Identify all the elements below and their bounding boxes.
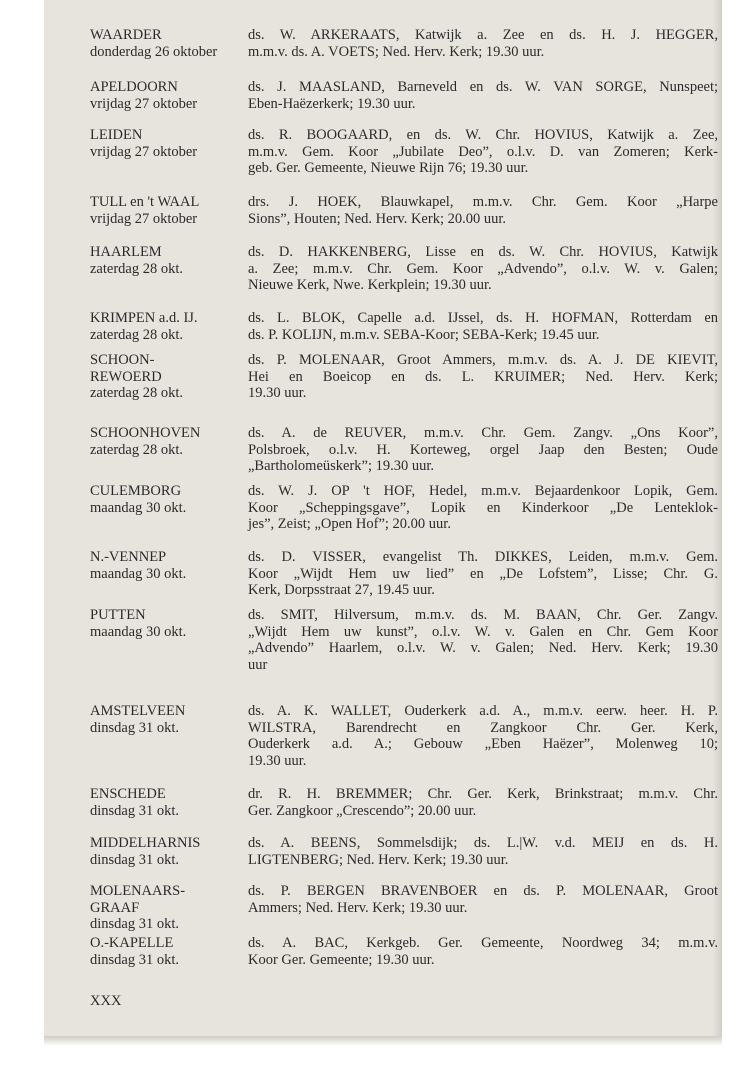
entry-place-date [90, 883, 250, 933]
entry-place-date [90, 194, 250, 227]
place-line: MOLENAARS- [90, 883, 186, 899]
description-line: geb. Ger. Gemeente, Nieuwe Rijn 76; 19.30 uur. [248, 160, 529, 176]
description-line: Ouderkerk a.d. A.; Gebouw „Eben Haëzer”, Molenweg 10; [248, 736, 718, 752]
description-line: ds. P. KOLIJN, m.m.v. SEBA-Koor; SEBA-Kerk; 19.45 uur. [248, 326, 600, 343]
place-line: vrijdag 27 oktober [90, 210, 198, 227]
entry-description [248, 194, 718, 227]
description-line: Sions”, Houten; Ned. Herv. Kerk; 20.00 uur. [248, 210, 507, 227]
entry-description [248, 549, 718, 599]
description-line: ds. SMIT, Hilversum, m.m.v. ds. M. BAAN, Chr. Ger. Zangv. [248, 607, 718, 623]
description-line: 19.30 uur. [248, 385, 307, 401]
entry-place-date [90, 786, 250, 819]
entry-description [248, 607, 718, 673]
description-line: „Advendo” Haarlem, o.l.v. W. v. Galen; Ned. Herv. Kerk; 19.30 [248, 640, 718, 656]
place-line: zaterdag 28 okt. [90, 260, 184, 277]
description-line: ds. D. VISSER, evangelist Th. DIKKES, Leiden, m.m.v. Gem. [248, 549, 718, 565]
page-bottom-shadow [44, 1036, 722, 1046]
place-line: N.-VENNEP [90, 549, 167, 565]
description-line: ds. D. HAKKENBERG, Lisse en ds. W. Chr. HOVIUS, Katwijk [248, 244, 718, 260]
entry-description [248, 483, 718, 533]
place-line: SCHOONHOVEN [90, 425, 201, 441]
description-line: m.m.v. Gem. Koor „Jubilate Deo”, o.l.v. D. van Zomeren; Kerk- [248, 143, 718, 160]
place-line: vrijdag 27 oktober [90, 143, 198, 160]
description-line: ds. W. ARKERAATS, Katwijk a. Zee en ds. H. J. HEGGER, [248, 27, 718, 43]
page-number: XXX [90, 993, 122, 1009]
description-line: ds. P. BERGEN BRAVENBOER en ds. P. MOLENAAR, Groot [248, 883, 718, 899]
description-line: ds. A. BEENS, Sommelsdijk; ds. L.|W. v.d. MEIJ en ds. H. [248, 835, 718, 851]
place-line: LEIDEN [90, 127, 143, 143]
description-line: ds. J. MAASLAND, Barneveld en ds. W. VAN SORGE, Nunspeet; [248, 79, 718, 95]
place-line: maandag 30 okt. [90, 499, 187, 516]
place-line: vrijdag 27 oktober [90, 95, 198, 112]
place-line: WAARDER [90, 27, 162, 43]
place-line: dinsdag 31 okt. [90, 802, 180, 819]
description-line: Koor „Scheppingsgave”, Lopik en Kinderkoor „De Lenteklok- [248, 499, 718, 516]
description-line: 19.30 uur. [248, 752, 307, 769]
place-line: O.-KAPELLE [90, 935, 174, 951]
place-line: donderdag 26 oktober [90, 43, 218, 60]
place-line: zaterdag 28 okt. [90, 326, 184, 343]
entry-description [248, 935, 718, 968]
entry-place-date [90, 27, 250, 60]
entry-place-date [90, 79, 250, 112]
description-line: „Bartholomeüskerk”; 19.30 uur. [248, 458, 435, 474]
entry-place-date [90, 310, 250, 343]
entry-place-date [90, 244, 250, 277]
place-line: dinsdag 31 okt. [90, 916, 180, 932]
entry-place-date [90, 425, 250, 458]
place-line: APELDOORN [90, 79, 178, 95]
description-line: ds. R. BOOGAARD, en ds. W. Chr. HOVIUS, Katwijk a. Zee, [248, 127, 718, 143]
place-line: HAARLEM [90, 244, 162, 260]
description-line: drs. J. HOEK, Blauwkapel, m.m.v. Chr. Gem. Koor „Harpe [248, 194, 718, 210]
description-line: Ger. Zangkoor „Crescendo”; 20.00 uur. [248, 802, 477, 819]
entry-description [248, 703, 718, 769]
description-line: Ammers; Ned. Herv. Kerk; 19.30 uur. [248, 899, 468, 916]
description-line: ds. L. BLOK, Capelle a.d. IJssel, ds. H. HOFMAN, Rotterdam en [248, 310, 718, 326]
description-line: uur [248, 656, 268, 673]
place-line: dinsdag 31 okt. [90, 851, 180, 868]
description-line: Koor Ger. Gemeente; 19.30 uur. [248, 951, 435, 968]
entry-description [248, 310, 718, 343]
entry-place-date [90, 352, 250, 402]
description-line: jes”, Zeist; „Open Hof”; 20.00 uur. [248, 516, 451, 532]
entry-place-date [90, 607, 250, 640]
description-line: LIGTENBERG; Ned. Herv. Kerk; 19.30 uur. [248, 851, 509, 868]
place-line: SCHOON- [90, 352, 155, 368]
description-line: Polsbroek, o.l.v. H. Korteweg, orgel Jaap den Besten; Oude [248, 441, 718, 458]
entry-description [248, 883, 718, 916]
entry-description [248, 352, 718, 402]
entry-place-date [90, 549, 250, 582]
entry-description [248, 79, 718, 112]
place-line: AMSTELVEEN [90, 703, 186, 719]
place-line: PUTTEN [90, 607, 146, 623]
entry-place-date [90, 935, 250, 968]
place-line: maandag 30 okt. [90, 623, 187, 640]
description-line: m.m.v. ds. A. VOETS; Ned. Herv. Kerk; 19.30 uur. [248, 43, 545, 60]
place-line: TULL en 't WAAL [90, 194, 200, 210]
description-line: Koor „Wijdt Hem uw lied” en „De Lofstem”, Lisse; Chr. G. [248, 565, 718, 582]
place-line: dinsdag 31 okt. [90, 719, 180, 736]
description-line: ds. A. BAC, Kerkgeb. Ger. Gemeente, Noordweg 34; m.m.v. [248, 935, 718, 951]
entry-description [248, 425, 718, 475]
place-line: maandag 30 okt. [90, 565, 187, 582]
description-line: ds. P. MOLENAAR, Groot Ammers, m.m.v. ds. A. J. DE KIEVIT, [248, 352, 718, 368]
entry-description [248, 127, 718, 177]
description-line: Nieuwe Kerk, Nwe. Kerkplein; 19.30 uur. [248, 277, 492, 293]
place-line: ENSCHEDE [90, 786, 166, 802]
description-line: Hei en Boeicop en ds. L. KRUIMER; Ned. Herv. Kerk; [248, 368, 718, 385]
description-line: Kerk, Dorpsstraat 27, 19.45 uur. [248, 582, 435, 598]
place-line: REWOERD [90, 368, 162, 385]
place-line: CULEMBORG [90, 483, 182, 499]
description-line: dr. R. H. BREMMER; Chr. Ger. Kerk, Brinkstraat; m.m.v. Chr. [248, 786, 718, 802]
description-line: Eben-Haëzerkerk; 19.30 uur. [248, 95, 416, 112]
entry-place-date [90, 127, 250, 160]
entry-description [248, 835, 718, 868]
place-line: GRAAF [90, 899, 140, 916]
entry-description [248, 786, 718, 819]
entry-place-date [90, 703, 250, 736]
description-line: ds. A. K. WALLET, Ouderkerk a.d. A., m.m.v. eerw. heer. H. P. [248, 703, 718, 719]
entry-place-date [90, 835, 250, 868]
place-line: MIDDELHARNIS [90, 835, 201, 851]
description-line: WILSTRA, Barendrecht en Zangkoor Chr. Ger. Kerk, [248, 719, 718, 736]
place-line: dinsdag 31 okt. [90, 951, 180, 968]
entry-description [248, 27, 718, 60]
place-line: zaterdag 28 okt. [90, 385, 184, 401]
place-line: zaterdag 28 okt. [90, 441, 184, 458]
entry-description [248, 244, 718, 294]
description-line: a. Zee; m.m.v. Chr. Gem. Koor „Advendo”, o.l.v. W. v. Galen; [248, 260, 718, 277]
description-line: „Wijdt Hem uw kunst”, o.l.v. W. v. Galen en Chr. Gem Koor [248, 623, 718, 640]
description-line: ds. A. de REUVER, m.m.v. Chr. Gem. Zangv. „Ons Koor”, [248, 425, 718, 441]
entry-place-date [90, 483, 250, 516]
place-line: KRIMPEN a.d. IJ. [90, 310, 198, 326]
description-line: ds. W. J. OP 't HOF, Hedel, m.m.v. Bejaardenkoor Lopik, Gem. [248, 483, 718, 499]
